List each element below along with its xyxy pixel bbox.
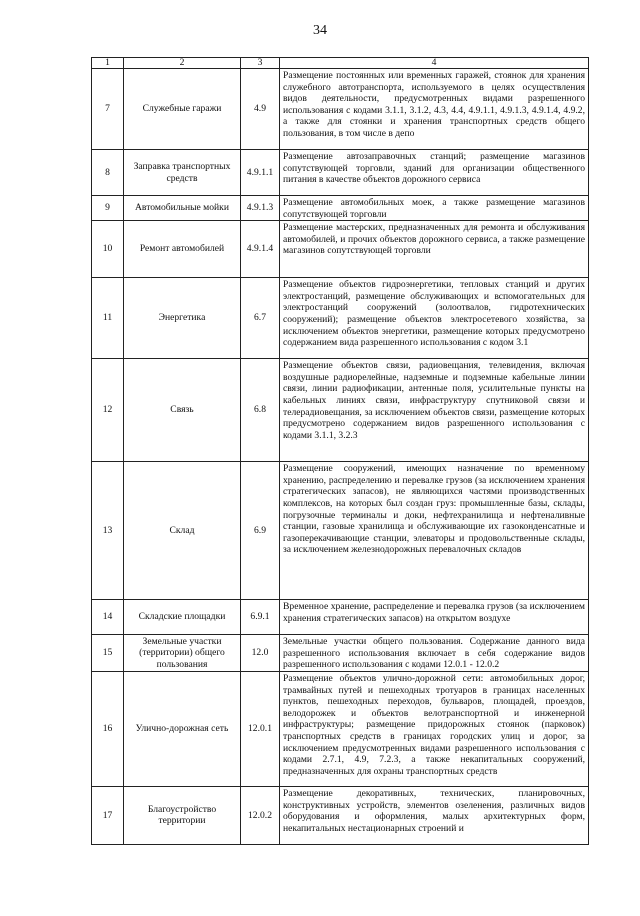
table-row bbox=[92, 69, 589, 150]
row-name-cell: Служебные гаражи bbox=[124, 69, 241, 150]
table-row bbox=[92, 359, 589, 462]
table-row bbox=[92, 671, 589, 786]
row-number-cell: 17 bbox=[92, 786, 124, 844]
row-number-cell: 15 bbox=[92, 635, 124, 672]
table-row bbox=[92, 462, 589, 600]
row-name-cell: Энергетика bbox=[124, 278, 241, 359]
row-name-cell: Склад bbox=[124, 462, 241, 600]
table-row bbox=[92, 635, 589, 672]
row-code-cell: 12.0.2 bbox=[241, 786, 280, 844]
table-row bbox=[92, 600, 589, 635]
row-description-cell: Размещение постоянных или временных гаражей, стоянок для хранения служебного автотранспорта, используемого в целях осуществления видов деятельности, предусмотренных видами разрешенного использования с кодами 3.1.1, 3.1.2, 4.3, 4.4, 4.9.1.1, 4.9.1.3, 4.9.1.4, 4.9.2, а также для стоянки и хранения транспортных средств общего пользования, в том числе в депо bbox=[280, 69, 589, 150]
header-row bbox=[92, 58, 589, 69]
table-row bbox=[92, 196, 589, 221]
row-name-cell: Ремонт автомобилей bbox=[124, 221, 241, 278]
table-row bbox=[92, 221, 589, 278]
row-number-cell: 11 bbox=[92, 278, 124, 359]
row-number-cell: 8 bbox=[92, 150, 124, 196]
row-name-cell: Автомобильные мойки bbox=[124, 196, 241, 221]
table-row bbox=[92, 278, 589, 359]
table-body bbox=[92, 58, 589, 845]
table-row bbox=[92, 786, 589, 844]
row-number-cell: 12 bbox=[92, 359, 124, 462]
row-number-cell: 14 bbox=[92, 600, 124, 635]
row-number-cell: 7 bbox=[92, 69, 124, 150]
row-number-cell: 9 bbox=[92, 196, 124, 221]
row-number-cell: 10 bbox=[92, 221, 124, 278]
row-description-cell: Размещение мастерских, предназначенных для ремонта и обслуживания автомобилей, и прочих объектов дорожного сервиса, а также размещение магазинов сопутствующей торговли bbox=[280, 221, 589, 278]
row-name-cell: Благоустройство территории bbox=[124, 786, 241, 844]
row-name-cell: Улично-дорожная сеть bbox=[124, 671, 241, 786]
row-code-cell: 12.0 bbox=[241, 635, 280, 672]
row-number-cell: 16 bbox=[92, 671, 124, 786]
land-use-table bbox=[91, 57, 589, 845]
row-name-cell: Связь bbox=[124, 359, 241, 462]
row-code-cell: 4.9 bbox=[241, 69, 280, 150]
row-description-cell: Размещение автомобильных моек, а также размещение магазинов сопутствующей торговли bbox=[280, 196, 589, 221]
row-name-cell: Заправка транспортных средств bbox=[124, 150, 241, 196]
row-name-cell: Складские площадки bbox=[124, 600, 241, 635]
row-code-cell: 4.9.1.3 bbox=[241, 196, 280, 221]
table-row bbox=[92, 150, 589, 196]
row-description-cell: Размещение объектов связи, радиовещания, телевидения, включая воздушные радиорелейные, надземные и подземные кабельные линии связи, линии радиофикации, антенные поля, усилительные пункты на кабельных линиях связи, инфраструктуру спутниковой связи и телерадиовещания, за исключением объектов связи, размещение которых предусмотрено содержанием видов разрешенного использования с кодами 3.1.1, 3.2.3 bbox=[280, 359, 589, 462]
row-description-cell: Размещение сооружений, имеющих назначение по временному хранению, распределению и перевалке грузов (за исключением хранения стратегических запасов), не являющихся частями производственных комплексов, на которых был создан груз: промышленные базы, склады, погрузочные терминалы и доки, нефтехранилища и нефтеналивные станции, газовые хранилища и обслуживающие их газоконденсатные и газоперекачивающие станции, элеваторы и продовольственные склады, за исключением железнодорожных перевалочных складов bbox=[280, 462, 589, 600]
row-code-cell: 12.0.1 bbox=[241, 671, 280, 786]
row-description-cell: Размещение объектов улично-дорожной сети: автомобильных дорог, трамвайных путей и пешеходных тротуаров в границах населенных пунктов, пешеходных переходов, бульваров, площадей, проездов, велодорожек и объектов велотранспортной и инженерной инфраструктуры; размещение придорожных стоянок (парковок) транспортных средств в границах городских улиц и дорог, за исключением предусмотренных видами разрешенного использования с кодами 2.7.1, 4.9, 7.2.3, а также некапитальных сооружений, предназначенных для охраны транспортных средств bbox=[280, 671, 589, 786]
row-code-cell: 4.9.1.4 bbox=[241, 221, 280, 278]
header-cell-name: 2 bbox=[124, 58, 241, 69]
row-code-cell: 6.9 bbox=[241, 462, 280, 600]
row-description-cell: Земельные участки общего пользования. Содержание данного вида разрешенного использования включает в себя содержание видов разрешенного использования с кодами 12.0.1 - 12.0.2 bbox=[280, 635, 589, 672]
row-number-cell: 13 bbox=[92, 462, 124, 600]
row-code-cell: 6.8 bbox=[241, 359, 280, 462]
header-cell-desc: 4 bbox=[280, 58, 589, 69]
row-code-cell: 6.9.1 bbox=[241, 600, 280, 635]
row-code-cell: 6.7 bbox=[241, 278, 280, 359]
row-description-cell: Размещение автозаправочных станций; размещение магазинов сопутствующей торговли, зданий для организации общественного питания в качестве объектов дорожного сервиса bbox=[280, 150, 589, 196]
row-description-cell: Временное хранение, распределение и перевалка грузов (за исключением хранения стратегических запасов) на открытом воздухе bbox=[280, 600, 589, 635]
header-cell-code: 3 bbox=[241, 58, 280, 69]
page-number: 34 bbox=[313, 23, 327, 38]
row-description-cell: Размещение объектов гидроэнергетики, тепловых станций и других электростанций, размещение обслуживающих и вспомогательных для электростанций сооружений (золоотвалов, гидротехнических сооружений); размещение объектов электросетевого хозяйства, за исключением объектов энергетики, размещение которых предусмотрено содержанием вида разрешенного использования с кодом 3.1 bbox=[280, 278, 589, 359]
row-name-cell: Земельные участки (территории) общего пользования bbox=[124, 635, 241, 672]
row-description-cell: Размещение декоративных, технических, планировочных, конструктивных устройств, элементов озеленения, различных видов оборудования и оформления, малых архитектурных форм, некапитальных нестационарных строений и bbox=[280, 786, 589, 844]
row-code-cell: 4.9.1.1 bbox=[241, 150, 280, 196]
header-cell-num: 1 bbox=[92, 58, 124, 69]
